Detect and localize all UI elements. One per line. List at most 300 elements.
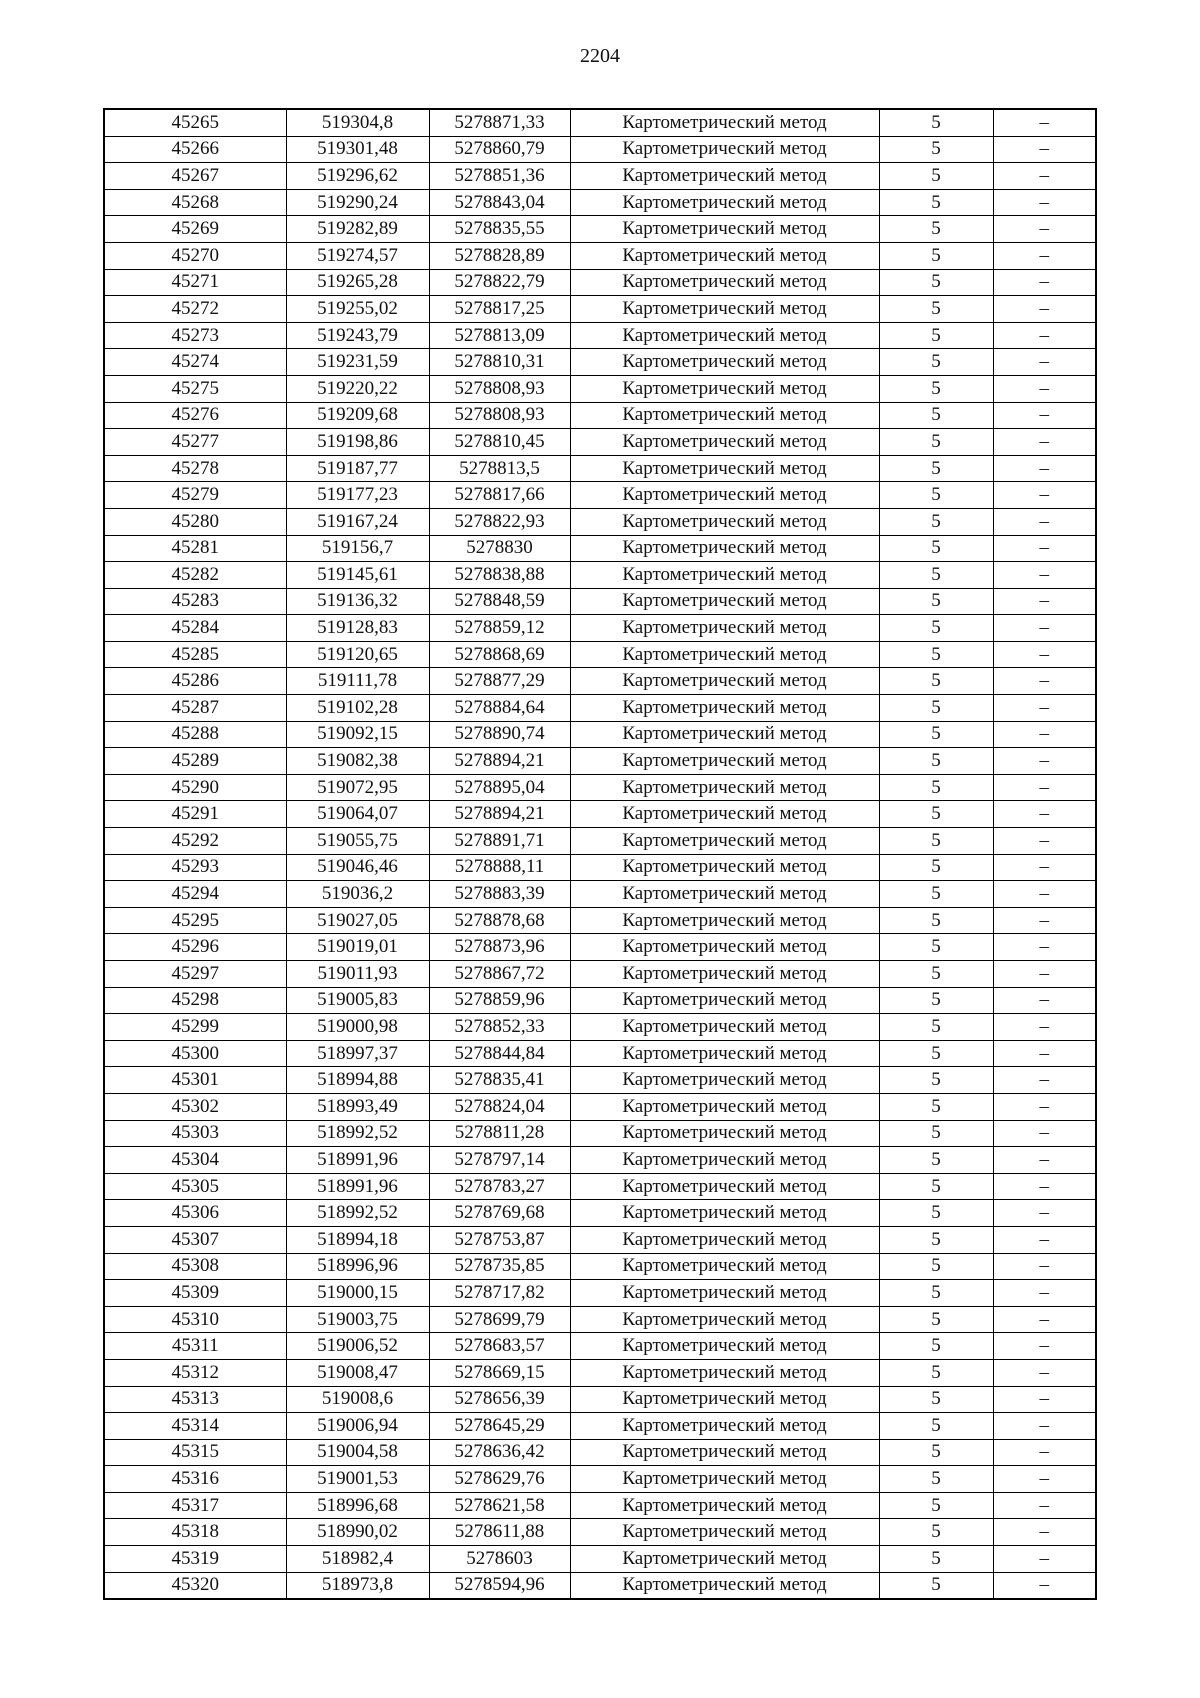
accuracy-cell: 5 [879,1546,993,1573]
note-cell: – [993,801,1096,828]
y-coordinate-cell: 5278883,39 [429,881,570,908]
method-cell: Картометрический метод [570,216,879,243]
x-coordinate-cell: 519301,48 [286,136,429,163]
coordinates-table [103,108,1097,1600]
accuracy-cell: 5 [879,1359,993,1386]
y-coordinate-cell: 5278797,14 [429,1147,570,1174]
table-row [104,695,1096,722]
x-coordinate-cell: 518994,88 [286,1067,429,1094]
y-coordinate-cell: 5278868,69 [429,641,570,668]
point-number-cell: 45288 [104,721,286,748]
table-row [104,1306,1096,1333]
point-number-cell: 45289 [104,748,286,775]
y-coordinate-cell: 5278656,39 [429,1386,570,1413]
table-row [104,1200,1096,1227]
y-coordinate-cell: 5278810,45 [429,429,570,456]
note-cell: – [993,987,1096,1014]
note-cell: – [993,269,1096,296]
accuracy-cell: 5 [879,828,993,855]
accuracy-cell: 5 [879,1253,993,1280]
x-coordinate-cell: 519145,61 [286,562,429,589]
accuracy-cell: 5 [879,881,993,908]
y-coordinate-cell: 5278848,59 [429,588,570,615]
accuracy-cell: 5 [879,508,993,535]
table-row [104,1253,1096,1280]
x-coordinate-cell: 519265,28 [286,269,429,296]
x-coordinate-cell: 519008,6 [286,1386,429,1413]
y-coordinate-cell: 5278828,89 [429,242,570,269]
table-row [104,934,1096,961]
method-cell: Картометрический метод [570,987,879,1014]
point-number-cell: 45300 [104,1040,286,1067]
note-cell: – [993,1014,1096,1041]
method-cell: Картометрический метод [570,1014,879,1041]
accuracy-cell: 5 [879,1413,993,1440]
method-cell: Картометрический метод [570,402,879,429]
x-coordinate-cell: 519000,15 [286,1280,429,1307]
table-row [104,828,1096,855]
x-coordinate-cell: 519092,15 [286,721,429,748]
point-number-cell: 45315 [104,1439,286,1466]
note-cell: – [993,322,1096,349]
y-coordinate-cell: 5278594,96 [429,1572,570,1599]
y-coordinate-cell: 5278645,29 [429,1413,570,1440]
x-coordinate-cell: 519004,58 [286,1439,429,1466]
accuracy-cell: 5 [879,961,993,988]
method-cell: Картометрический метод [570,1306,879,1333]
y-coordinate-cell: 5278835,41 [429,1067,570,1094]
table-row [104,854,1096,881]
point-number-cell: 45273 [104,322,286,349]
method-cell: Картометрический метод [570,1572,879,1599]
accuracy-cell: 5 [879,1014,993,1041]
point-number-cell: 45301 [104,1067,286,1094]
table-row [104,322,1096,349]
table-row [104,482,1096,509]
point-number-cell: 45280 [104,508,286,535]
x-coordinate-cell: 518996,96 [286,1253,429,1280]
point-number-cell: 45285 [104,641,286,668]
point-number-cell: 45278 [104,455,286,482]
x-coordinate-cell: 519136,32 [286,588,429,615]
method-cell: Картометрический метод [570,269,879,296]
accuracy-cell: 5 [879,1093,993,1120]
coordinates-table-body [104,109,1096,1599]
point-number-cell: 45265 [104,109,286,136]
y-coordinate-cell: 5278822,93 [429,508,570,535]
method-cell: Картометрический метод [570,1120,879,1147]
method-cell: Картометрический метод [570,429,879,456]
note-cell: – [993,1040,1096,1067]
point-number-cell: 45270 [104,242,286,269]
accuracy-cell: 5 [879,668,993,695]
table-row [104,668,1096,695]
note-cell: – [993,934,1096,961]
method-cell: Картометрический метод [570,1226,879,1253]
accuracy-cell: 5 [879,535,993,562]
note-cell: – [993,482,1096,509]
accuracy-cell: 5 [879,1439,993,1466]
y-coordinate-cell: 5278813,5 [429,455,570,482]
table-row [104,136,1096,163]
y-coordinate-cell: 5278844,84 [429,1040,570,1067]
point-number-cell: 45312 [104,1359,286,1386]
table-row [104,1572,1096,1599]
table-row [104,1492,1096,1519]
accuracy-cell: 5 [879,482,993,509]
accuracy-cell: 5 [879,429,993,456]
point-number-cell: 45287 [104,695,286,722]
note-cell: – [993,1253,1096,1280]
note-cell: – [993,136,1096,163]
note-cell: – [993,1226,1096,1253]
y-coordinate-cell: 5278867,72 [429,961,570,988]
method-cell: Картометрический метод [570,615,879,642]
point-number-cell: 45277 [104,429,286,456]
x-coordinate-cell: 519064,07 [286,801,429,828]
accuracy-cell: 5 [879,1040,993,1067]
y-coordinate-cell: 5278824,04 [429,1093,570,1120]
x-coordinate-cell: 519290,24 [286,189,429,216]
accuracy-cell: 5 [879,269,993,296]
x-coordinate-cell: 519209,68 [286,402,429,429]
note-cell: – [993,1173,1096,1200]
method-cell: Картометрический метод [570,375,879,402]
table-row [104,1280,1096,1307]
accuracy-cell: 5 [879,189,993,216]
y-coordinate-cell: 5278835,55 [429,216,570,243]
note-cell: – [993,1546,1096,1573]
point-number-cell: 45286 [104,668,286,695]
x-coordinate-cell: 519274,57 [286,242,429,269]
note-cell: – [993,1067,1096,1094]
note-cell: – [993,588,1096,615]
y-coordinate-cell: 5278810,31 [429,349,570,376]
table-row [104,907,1096,934]
method-cell: Картометрический метод [570,1359,879,1386]
accuracy-cell: 5 [879,907,993,934]
y-coordinate-cell: 5278895,04 [429,774,570,801]
x-coordinate-cell: 518990,02 [286,1519,429,1546]
method-cell: Картометрический метод [570,721,879,748]
method-cell: Картометрический метод [570,1546,879,1573]
point-number-cell: 45275 [104,375,286,402]
x-coordinate-cell: 519198,86 [286,429,429,456]
table-row [104,1386,1096,1413]
accuracy-cell: 5 [879,136,993,163]
x-coordinate-cell: 519008,47 [286,1359,429,1386]
method-cell: Картометрический метод [570,535,879,562]
note-cell: – [993,828,1096,855]
point-number-cell: 45292 [104,828,286,855]
method-cell: Картометрический метод [570,242,879,269]
accuracy-cell: 5 [879,375,993,402]
note-cell: – [993,402,1096,429]
point-number-cell: 45283 [104,588,286,615]
x-coordinate-cell: 519167,24 [286,508,429,535]
table-row [104,1439,1096,1466]
point-number-cell: 45304 [104,1147,286,1174]
y-coordinate-cell: 5278717,82 [429,1280,570,1307]
point-number-cell: 45306 [104,1200,286,1227]
note-cell: – [993,349,1096,376]
note-cell: – [993,881,1096,908]
point-number-cell: 45298 [104,987,286,1014]
point-number-cell: 45279 [104,482,286,509]
x-coordinate-cell: 519231,59 [286,349,429,376]
table-row [104,1519,1096,1546]
x-coordinate-cell: 519001,53 [286,1466,429,1493]
y-coordinate-cell: 5278852,33 [429,1014,570,1041]
note-cell: – [993,296,1096,323]
table-row [104,216,1096,243]
point-number-cell: 45307 [104,1226,286,1253]
accuracy-cell: 5 [879,588,993,615]
method-cell: Картометрический метод [570,1413,879,1440]
point-number-cell: 45281 [104,535,286,562]
x-coordinate-cell: 519027,05 [286,907,429,934]
x-coordinate-cell: 518991,96 [286,1147,429,1174]
method-cell: Картометрический метод [570,1067,879,1094]
x-coordinate-cell: 518973,8 [286,1572,429,1599]
y-coordinate-cell: 5278822,79 [429,269,570,296]
table-row [104,1147,1096,1174]
point-number-cell: 45319 [104,1546,286,1573]
table-row [104,987,1096,1014]
y-coordinate-cell: 5278603 [429,1546,570,1573]
note-cell: – [993,1413,1096,1440]
accuracy-cell: 5 [879,1200,993,1227]
method-cell: Картометрический метод [570,322,879,349]
point-number-cell: 45268 [104,189,286,216]
y-coordinate-cell: 5278890,74 [429,721,570,748]
method-cell: Картометрический метод [570,1439,879,1466]
table-row [104,961,1096,988]
point-number-cell: 45316 [104,1466,286,1493]
point-number-cell: 45318 [104,1519,286,1546]
table-row [104,748,1096,775]
x-coordinate-cell: 519187,77 [286,455,429,482]
x-coordinate-cell: 519282,89 [286,216,429,243]
accuracy-cell: 5 [879,1333,993,1360]
accuracy-cell: 5 [879,1067,993,1094]
table-row [104,588,1096,615]
accuracy-cell: 5 [879,748,993,775]
method-cell: Картометрический метод [570,1333,879,1360]
method-cell: Картометрический метод [570,907,879,934]
x-coordinate-cell: 519111,78 [286,668,429,695]
note-cell: – [993,429,1096,456]
method-cell: Картометрический метод [570,881,879,908]
method-cell: Картометрический метод [570,136,879,163]
method-cell: Картометрический метод [570,1253,879,1280]
table-row [104,163,1096,190]
note-cell: – [993,668,1096,695]
y-coordinate-cell: 5278859,96 [429,987,570,1014]
table-row [104,1014,1096,1041]
point-number-cell: 45266 [104,136,286,163]
x-coordinate-cell: 519243,79 [286,322,429,349]
accuracy-cell: 5 [879,1492,993,1519]
method-cell: Картометрический метод [570,695,879,722]
y-coordinate-cell: 5278683,57 [429,1333,570,1360]
note-cell: – [993,641,1096,668]
table-row [104,801,1096,828]
accuracy-cell: 5 [879,934,993,961]
accuracy-cell: 5 [879,349,993,376]
y-coordinate-cell: 5278843,04 [429,189,570,216]
note-cell: – [993,109,1096,136]
x-coordinate-cell: 519220,22 [286,375,429,402]
x-coordinate-cell: 519036,2 [286,881,429,908]
accuracy-cell: 5 [879,801,993,828]
method-cell: Картометрический метод [570,349,879,376]
method-cell: Картометрический метод [570,189,879,216]
x-coordinate-cell: 519177,23 [286,482,429,509]
table-row [104,508,1096,535]
table-row [104,1413,1096,1440]
point-number-cell: 45272 [104,296,286,323]
table-row [104,1466,1096,1493]
note-cell: – [993,1439,1096,1466]
point-number-cell: 45317 [104,1492,286,1519]
point-number-cell: 45284 [104,615,286,642]
x-coordinate-cell: 519019,01 [286,934,429,961]
point-number-cell: 45267 [104,163,286,190]
y-coordinate-cell: 5278894,21 [429,801,570,828]
accuracy-cell: 5 [879,615,993,642]
note-cell: – [993,1093,1096,1120]
method-cell: Картометрический метод [570,296,879,323]
method-cell: Картометрический метод [570,1040,879,1067]
point-number-cell: 45290 [104,774,286,801]
y-coordinate-cell: 5278859,12 [429,615,570,642]
x-coordinate-cell: 518992,52 [286,1200,429,1227]
note-cell: – [993,508,1096,535]
accuracy-cell: 5 [879,1306,993,1333]
y-coordinate-cell: 5278735,85 [429,1253,570,1280]
accuracy-cell: 5 [879,1572,993,1599]
point-number-cell: 45311 [104,1333,286,1360]
x-coordinate-cell: 518991,96 [286,1173,429,1200]
note-cell: – [993,375,1096,402]
y-coordinate-cell: 5278783,27 [429,1173,570,1200]
x-coordinate-cell: 519003,75 [286,1306,429,1333]
y-coordinate-cell: 5278808,93 [429,375,570,402]
x-coordinate-cell: 519304,8 [286,109,429,136]
point-number-cell: 45294 [104,881,286,908]
note-cell: – [993,1280,1096,1307]
table-row [104,1226,1096,1253]
method-cell: Картометрический метод [570,1200,879,1227]
y-coordinate-cell: 5278877,29 [429,668,570,695]
method-cell: Картометрический метод [570,588,879,615]
accuracy-cell: 5 [879,1120,993,1147]
note-cell: – [993,242,1096,269]
accuracy-cell: 5 [879,1147,993,1174]
method-cell: Картометрический метод [570,482,879,509]
note-cell: – [993,721,1096,748]
x-coordinate-cell: 519120,65 [286,641,429,668]
method-cell: Картометрический метод [570,562,879,589]
note-cell: – [993,189,1096,216]
y-coordinate-cell: 5278753,87 [429,1226,570,1253]
method-cell: Картометрический метод [570,1386,879,1413]
accuracy-cell: 5 [879,721,993,748]
table-row [104,562,1096,589]
point-number-cell: 45271 [104,269,286,296]
table-row [104,189,1096,216]
note-cell: – [993,1519,1096,1546]
table-row [104,881,1096,908]
point-number-cell: 45296 [104,934,286,961]
point-number-cell: 45305 [104,1173,286,1200]
method-cell: Картометрический метод [570,801,879,828]
method-cell: Картометрический метод [570,1466,879,1493]
note-cell: – [993,615,1096,642]
method-cell: Картометрический метод [570,1280,879,1307]
method-cell: Картометрический метод [570,934,879,961]
method-cell: Картометрический метод [570,961,879,988]
x-coordinate-cell: 518994,18 [286,1226,429,1253]
x-coordinate-cell: 518992,52 [286,1120,429,1147]
accuracy-cell: 5 [879,163,993,190]
method-cell: Картометрический метод [570,641,879,668]
x-coordinate-cell: 519005,83 [286,987,429,1014]
point-number-cell: 45282 [104,562,286,589]
x-coordinate-cell: 518997,37 [286,1040,429,1067]
x-coordinate-cell: 519082,38 [286,748,429,775]
table-row [104,429,1096,456]
table-row [104,269,1096,296]
method-cell: Картометрический метод [570,828,879,855]
y-coordinate-cell: 5278891,71 [429,828,570,855]
method-cell: Картометрический метод [570,1173,879,1200]
accuracy-cell: 5 [879,1280,993,1307]
x-coordinate-cell: 519006,52 [286,1333,429,1360]
table-row [104,721,1096,748]
method-cell: Картометрический метод [570,455,879,482]
note-cell: – [993,1306,1096,1333]
table-row [104,402,1096,429]
y-coordinate-cell: 5278888,11 [429,854,570,881]
table-row [104,641,1096,668]
table-row [104,1546,1096,1573]
point-number-cell: 45276 [104,402,286,429]
note-cell: – [993,163,1096,190]
note-cell: – [993,1572,1096,1599]
accuracy-cell: 5 [879,695,993,722]
note-cell: – [993,1359,1096,1386]
note-cell: – [993,1386,1096,1413]
point-number-cell: 45295 [104,907,286,934]
accuracy-cell: 5 [879,774,993,801]
accuracy-cell: 5 [879,1386,993,1413]
accuracy-cell: 5 [879,1226,993,1253]
y-coordinate-cell: 5278629,76 [429,1466,570,1493]
x-coordinate-cell: 519128,83 [286,615,429,642]
x-coordinate-cell: 518996,68 [286,1492,429,1519]
y-coordinate-cell: 5278769,68 [429,1200,570,1227]
accuracy-cell: 5 [879,641,993,668]
accuracy-cell: 5 [879,1519,993,1546]
note-cell: – [993,961,1096,988]
note-cell: – [993,455,1096,482]
y-coordinate-cell: 5278871,33 [429,109,570,136]
y-coordinate-cell: 5278817,66 [429,482,570,509]
method-cell: Картометрический метод [570,668,879,695]
x-coordinate-cell: 518982,4 [286,1546,429,1573]
